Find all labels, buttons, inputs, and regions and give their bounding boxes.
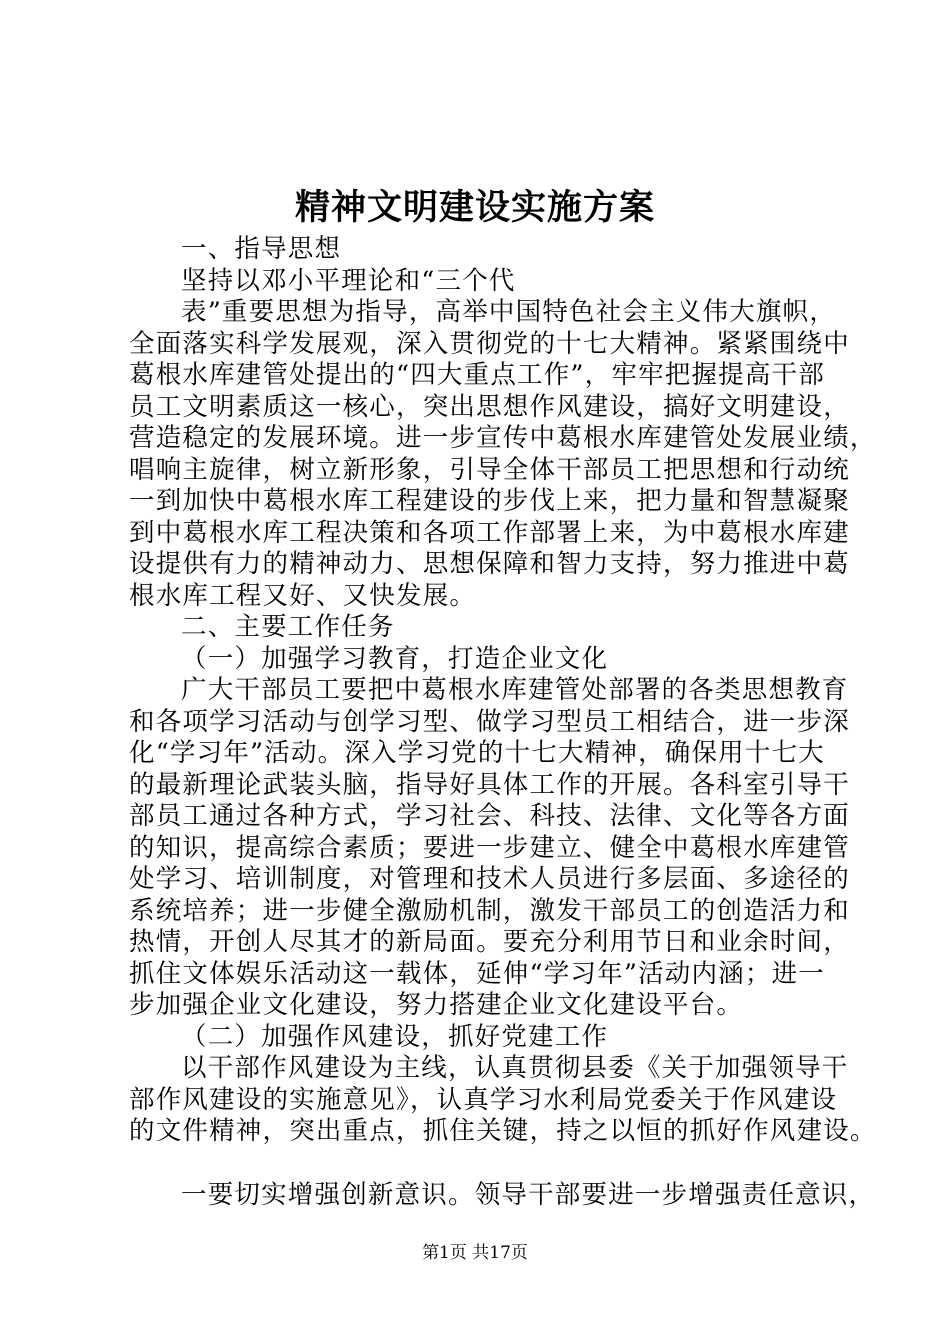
paragraph-line: 的文件精神，突出重点，抓住关键，持之以恒的抓好作风建设。 bbox=[129, 1116, 877, 1146]
subsection-heading: （二）加强作风建设，抓好党建工作 bbox=[181, 1021, 609, 1052]
paragraph-line: 设提供有力的精神动力、思想保障和智力支持，努力推进中葛 bbox=[129, 549, 850, 579]
paragraph-line: 部作风建设的实施意见》，认真学习水利局党委关于作风建设 bbox=[129, 1084, 838, 1115]
paragraph-line: 部员工通过各种方式，学习社会、科技、法律、文化等各方面 bbox=[129, 801, 850, 831]
paragraph-line: 以干部作风建设为主线，认真贯彻县委《关于加强领导干 bbox=[181, 1053, 849, 1083]
document-title: 精神文明建设实施方案 bbox=[294, 187, 655, 228]
paragraph-line: 抓住文体娱乐活动这一载体，延伸“学习年”活动内涵；进一 bbox=[129, 958, 825, 989]
paragraph-line: 根水库工程又好、又快发展。 bbox=[129, 580, 477, 611]
paragraph-line: 一到加快中葛根水库工程建设的步伐上来，把力量和智慧凝聚 bbox=[129, 486, 850, 516]
page-number: 第1页 共17页 bbox=[422, 1243, 528, 1263]
paragraph-line: 营造稳定的发展环境。进一步宣传中葛根水库建管处发展业绩， bbox=[129, 423, 877, 453]
paragraph-line: 化“学习年”活动。深入学习党的十七大精神，确保用十七大 bbox=[129, 738, 825, 768]
paragraph-line: 表”重要思想为指导，高举中国特色社会主义伟大旗帜， bbox=[181, 297, 837, 327]
paragraph-line: 到中葛根水库工程决策和各项工作部署上来，为中葛根水库建 bbox=[129, 517, 850, 548]
paragraph-line: 坚持以邓小平理论和“三个代 bbox=[181, 265, 516, 296]
paragraph-line: 和各项学习活动与创学习型、做学习型员工相结合，进一步深 bbox=[129, 706, 850, 737]
paragraph-line: 步加强企业文化建设，努力搭建企业文化建设平台。 bbox=[129, 990, 744, 1020]
paragraph-line: 员工文明素质这一核心，突出思想作风建设，搞好文明建设， bbox=[129, 391, 850, 422]
paragraph-line: 的知识，提高综合素质；要进一步建立、健全中葛根水库建管 bbox=[129, 832, 850, 863]
paragraph-line: 一要切实增强创新意识。领导干部要进一步增强责任意识， bbox=[181, 1179, 876, 1210]
section-heading: 二、主要工作任务 bbox=[181, 612, 395, 642]
paragraph-line: 广大干部员工要把中葛根水库建管处部署的各类思想教育 bbox=[181, 675, 849, 705]
subsection-heading: （一）加强学习教育，打造企业文化 bbox=[181, 643, 609, 674]
section-heading: 一、指导思想 bbox=[181, 234, 342, 264]
paragraph-line: 的最新理论武装头脑，指导好具体工作的开展。各科室引导干 bbox=[129, 769, 850, 800]
paragraph-line: 系统培养；进一步健全激励机制，激发干部员工的创造活力和 bbox=[129, 895, 850, 926]
paragraph-line: 唱响主旋律，树立新形象，引导全体干部员工把思想和行动统 bbox=[129, 454, 850, 485]
paragraph-line: 全面落实科学发展观，深入贯彻党的十七大精神。紧紧围绕中 bbox=[129, 328, 850, 359]
document-body bbox=[129, 234, 877, 1211]
paragraph-line: 葛根水库建管处提出的“四大重点工作”，牢牢把握提高干部 bbox=[129, 360, 825, 390]
paragraph-line: 热情，开创人尽其才的新局面。要充分利用节日和业余时间， bbox=[129, 927, 850, 957]
paragraph-line: 处学习、培训制度，对管理和技术人员进行多层面、多途径的 bbox=[129, 864, 850, 894]
